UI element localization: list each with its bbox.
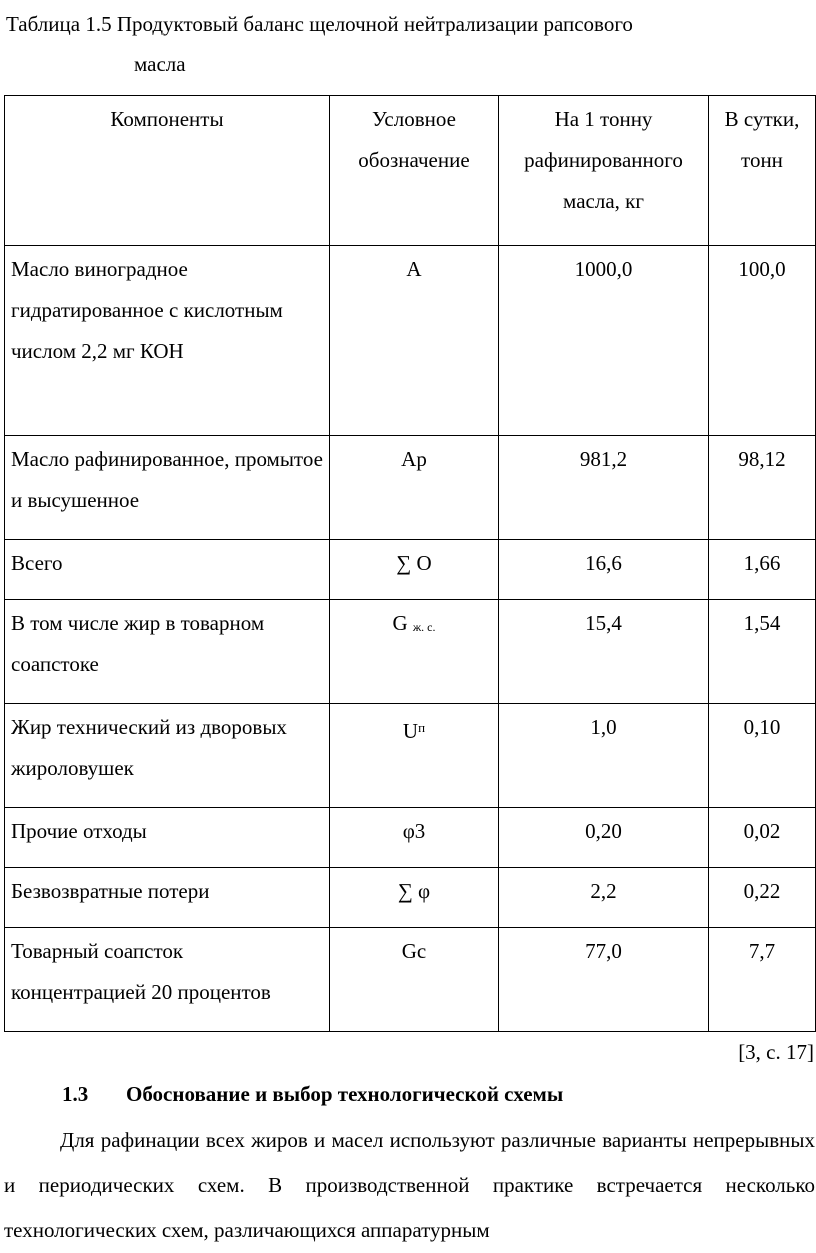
source-reference: [3, с. 17]: [738, 1040, 814, 1064]
cell-per-day: 0,22: [709, 868, 816, 928]
caption-line-2: масла: [134, 52, 186, 76]
body-paragraph: Для рафинации всех жиров и масел используют различные варианты непрерывных и периодических схем. В производственной практике встречается несколько технологических схем, различающихся аппаратурным: [4, 1128, 815, 1242]
header-symbol: Условное обозначение: [330, 96, 499, 246]
caption-line-1: Таблица 1.5 Продуктовый баланс щелочной нейтрализации рапсового: [6, 12, 633, 36]
cell-symbol: ∑ О: [330, 540, 499, 600]
cell-per-ton: 77,0: [499, 928, 709, 1032]
section-title: Обоснование и выбор технологической схемы: [126, 1082, 564, 1106]
cell-per-ton: 1000,0: [499, 246, 709, 436]
symbol-subscript: ж. с.: [412, 620, 436, 634]
table-row: [5, 600, 816, 704]
section-heading: [62, 1074, 563, 1114]
table-caption: [6, 4, 633, 84]
cell-per-ton: 2,2: [499, 868, 709, 928]
table-row: [5, 928, 816, 1032]
cell-component: Товарный соапсток концентрацией 20 процентов: [5, 928, 330, 1032]
section-number: 1.3: [62, 1082, 89, 1106]
table-row: [5, 868, 816, 928]
cell-per-ton: 0,20: [499, 808, 709, 868]
table-row: [5, 540, 816, 600]
cell-symbol: φ3: [330, 808, 499, 868]
cell-component: Масло виноградное гидратированное с кислотным числом 2,2 мг КОН: [5, 246, 330, 436]
cell-symbol: $U^п$: [330, 704, 499, 808]
cell-symbol: А: [330, 246, 499, 436]
cell-component: Масло рафинированное, промытое и высушенное: [5, 436, 330, 540]
cell-per-ton: 16,6: [499, 540, 709, 600]
header-per-day: В сутки, тонн: [709, 96, 816, 246]
table-row: [5, 808, 816, 868]
cell-component: Безвозвратные потери: [5, 868, 330, 928]
header-per-ton: На 1 тонну рафинированного масла, кг: [499, 96, 709, 246]
table-row: [5, 246, 816, 436]
cell-per-day: 98,12: [709, 436, 816, 540]
table-header-row: [5, 96, 816, 246]
cell-component: В том числе жир в товарном соапстоке: [5, 600, 330, 704]
cell-per-ton: 15,4: [499, 600, 709, 704]
cell-per-day: 0,02: [709, 808, 816, 868]
cell-per-ton: 981,2: [499, 436, 709, 540]
cell-per-day: 100,0: [709, 246, 816, 436]
cell-per-day: 7,7: [709, 928, 816, 1032]
header-components: Компоненты: [5, 96, 330, 246]
cell-per-day: 0,10: [709, 704, 816, 808]
symbol-superscript: п: [418, 720, 426, 735]
cell-component: Прочие отходы: [5, 808, 330, 868]
cell-symbol: ∑ φ: [330, 868, 499, 928]
cell-symbol: Gс: [330, 928, 499, 1032]
table-row: [5, 436, 816, 540]
cell-component: Всего: [5, 540, 330, 600]
cell-per-day: 1,66: [709, 540, 816, 600]
cell-component: Жир технический из дворовых жироловушек: [5, 704, 330, 808]
table-row: [5, 704, 816, 808]
cell-symbol: Ар: [330, 436, 499, 540]
cell-per-ton: 1,0: [499, 704, 709, 808]
cell-symbol: G $_{ж. с.}$: [330, 600, 499, 704]
product-balance-table: [4, 95, 816, 1032]
cell-per-day: 1,54: [709, 600, 816, 704]
